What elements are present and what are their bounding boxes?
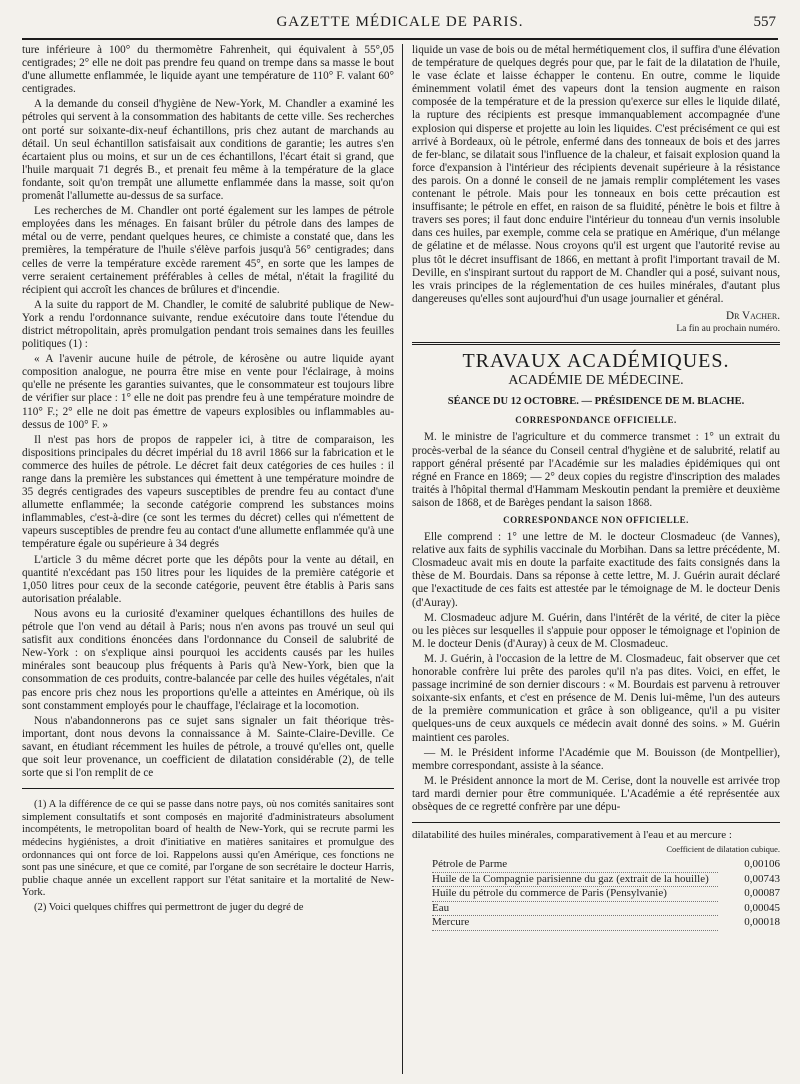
table-cell-label: Huile du pétrole du commerce de Paris (Pensylvanie) — [432, 887, 718, 901]
table-cell-value: 0,00018 — [744, 916, 780, 929]
unofficial-paragraph: M. le Président annonce la mort de M. Cerise, dont la nouvelle est arrivée trop tard mardi dernier pour être communiquée. L'Académie a été représentée aux obsèques de ce regretté confrère par une dépu- — [412, 774, 780, 813]
official-correspondence-heading: CORRESPONDANCE OFFICIELLE. — [515, 415, 677, 426]
table-cell-label: Mercure — [432, 916, 718, 930]
page-number: 557 — [753, 14, 776, 30]
table-cell-value: 0,00743 — [744, 872, 780, 885]
unofficial-correspondence-heading: CORRESPONDANCE NON OFFICIELLE. — [503, 515, 689, 525]
article-paragraph: Nous avons eu la curiosité d'examiner quelques échantillons des huiles de pétrole que l'on vend au détail à Paris; nous n'en avons pas trouvé un seul qui satisfit aux conditions énoncées dans l'ordonnance du Conseil de salubrité de New-York : on s'explique ainsi pourquoi les accidents causés par les huiles minérales sont beaucoup plus fréquents à Paris qu'à New-York, bien que la consommation de ces produits, contre-balancée par celle des huiles végétales, n'ait pas encore pris chez nous les proportions qu'elle a atteintes en Amérique, où ils sont constamment employés pour le chauffage, l'éclairage et la locomotion. — [22, 607, 394, 712]
table-row — [412, 858, 780, 872]
author-signature: Dr Vacher. — [726, 309, 780, 322]
article-paragraph: « A l'avenir aucune huile de pétrole, de kérosène ou autre liquide ayant composition analogue, ne pourra être mise en vente pour l'éclairage, à moins qu'elle ne présente les garanties suivantes, que le consommateur est toujours libre de vérifier sur place : 1° elle ne doit pas prendre feu à une température moindre de 110° F.; 2° elle ne doit pas émettre de vapeurs explosibles ou inflammables au-dessus de 100° F. » — [22, 353, 394, 431]
page-header — [22, 12, 778, 40]
table-cell-value: 0,00087 — [744, 887, 780, 900]
table-cell-value: 0,00045 — [744, 901, 780, 914]
dilatation-table — [412, 829, 780, 930]
article-paragraph: A la suite du rapport de M. Chandler, le comité de salubrité publique de New-York a rendu l'ordonnance suivante, rendue exécutoire dans toute l'étendue du district métropolitain, après promulgation pendant trois semaines dans les feuilles politiques (1) : — [22, 298, 394, 351]
section-title: TRAVAUX ACADÉMIQUES. — [462, 350, 730, 373]
unofficial-paragraph: Elle comprend : 1° une lettre de M. le docteur Closmadeuc (de Vannes), relative aux faits de syphilis vaccinale du Morbihan. Dans sa lettre précédente, M. Closmadeuc avait mis en doute la parfaite exactitude des faits consignés dans la thèse de M. Bourdais. Dans sa réponse à cette lettre, M. J. Guérin aurait déclaré que l'exactitude de ces faits est attestée par le témoignage de M. le docteur Denis (d'Auray). — [412, 531, 780, 609]
official-paragraph: M. le ministre de l'agriculture et du commerce transmet : 1° un extrait du procès-verbal de la séance du Conseil central d'hygiène et de salubrité, relatif au rapport général présenté par l'Académie sur les maladies épidémiques qui ont régné en France en 1869; — 2° deux copies du registre d'inscription des malades traités à l'hôpital thermal d'Hammam Meskoutin pendant la première et deuxième saison de 1868, et de Barèges pendant la saison 1868. — [412, 431, 780, 509]
table-cell-label: Eau — [432, 902, 718, 916]
article-paragraph: ture inférieure à 100° du thermomètre Fahrenheit, qui équivalent à 55°,05 centigrades; 2° elle ne doit pas prendre feu quand on trempe dans sa masse le bout d'une allumette enflammée, le liquide ayant une température de 110° F. valant 60° centigrades. — [22, 44, 394, 96]
unofficial-paragraph: M. Closmadeuc adjure M. Guérin, dans l'intérêt de la vérité, de citer la pièce ou les pièces sur lesquelles il s'appuie pour opposer le témoignage et l'opinion de M. le docteur Denis (d'Auray) à ceux de M. Closmadeuc. — [412, 611, 780, 650]
table-row — [412, 916, 780, 930]
column-divider — [402, 44, 403, 1074]
continued-note: La fin au prochain numéro. — [676, 323, 780, 334]
footnote-rule — [412, 822, 780, 823]
article-paragraph: Nous n'abandonnerons pas ce sujet sans signaler un fait théorique très-important, dont nous devons la connaissance à M. Sainte-Claire-Deville. Ce savant, en étudiant récemment les huiles de pétrole, a trouvé qu'elles ont, quelle que soit leur provenance, un coefficient de dilatation considérable (2), de telle sorte que si l'on remplit de ce — [22, 714, 394, 780]
article-paragraph: A la demande du conseil d'hygiène de New-York, M. Chandler a examiné les pétroles qui servent à la consommation des habitants de cette ville. Ses recherches ont porté sur soixante-dix-neuf échantillons, pris chez autant de marchands au détail. Un seul échantillon satisfaisait aux conditions de garantie; les autres s'en écartaient plus ou moins, et sur un de ces échantillons, l'écart était si grand, que l'huile marquait 71 degrés B., et prenait feu même à la température de la glace fondante, soit qu'on trempât une allumette enflammée dans la masse, soit qu'on promenât l'allumette au-dessus de sa surface. — [22, 98, 394, 203]
unofficial-paragraph: M. J. Guérin, à l'occasion de la lettre de M. Closmadeuc, fait observer que cet honorable confrère lui prête des paroles qu'il n'a pas dites. Voici, en effet, le passage incriminé de son dernier discours : « M. Bourdais est parvenu à retrouver soixante-six enfants, et c'est en présence de M. Denis lui-même, l'un des auteurs de la première communication et grâce à son obligeance, qu'il a pu visiter quelques-uns de ceux auxquels ce médecin avait donné des soins. » M. Guérin maintient ces paroles. — [412, 652, 780, 744]
footnote-rule — [22, 788, 394, 789]
unofficial-paragraph: — M. le Président informe l'Académie que M. Bouisson (de Montpellier), membre correspondant, assiste à la séance. — [412, 746, 780, 772]
article-paragraph: Les recherches de M. Chandler ont porté également sur les lampes de pétrole employées dans les ménages. En faisant brûler du pétrole dans des lampes de métal ou de verre, pendant quelques heures, ce chimiste a constaté que, dans les premières, la température de l'huile s'élève parfois jusqu'à 56° centigrades; dans celles de verre la température excède rarement 45°, en sorte que les lampes de verre seraient certainement préférables à celles de métal, n'était la fragilité du récipient qui accroît les chances de brûlures et d'incendie. — [22, 205, 394, 296]
table-row — [412, 887, 780, 901]
footnote-continuation: dilatabilité des huiles minérales, comparativement à l'eau et au mercure : — [412, 829, 732, 842]
table-cell-label: Huile de la Compagnie parisienne du gaz (extrait de la houille) — [432, 873, 718, 887]
article-paragraph: Il n'est pas hors de propos de rappeler ici, à titre de comparaison, les dispositions principales du décret impérial du 18 avril 1866 sur la fabrication et le commerce des huiles de pétrole. Le décret fait deux catégories de ces huiles : il range dans la première les substances qui émettent à une température moindre de 35 degrés centigrades des vapeurs susceptibles de prendre feu au contact d'une allumette enflammée; la seconde catégorie comprend les substances moins inflammables, c'est-à-dire (ce sont les termes du décret) celles qui n'émettent de vapeurs susceptibles de prendre feu au contact d'une allumette enflammée qu'à une température égale ou supérieure à 34 degrés — [22, 433, 394, 551]
footnotes — [22, 799, 394, 914]
article-paragraph: liquide un vase de bois ou de métal hermétiquement clos, il suffira d'une élévation de température de quelques degrés pour que, par le fait de la dilatation de l'huile, le vase éclate et laisse échapper le contenu. En outre, comme le liquide éminemment volatil émet des vapeurs dont la tension augmente en raison composée de la température et de la pression qu'exerce sur elles le liquide dilaté, la rupture des récipients est presque immanquablement accompagnée d'une explosion qui disperse et projette au loin les liquides. C'est précisément ce qui est arrivé à Bordeaux, où le pétrole, enfermé dans des tonneaux de bois et des jarres de fer-blanc, se dilatait sous l'influence de la chaleur, et faisait explosion quand la force d'expansion à l'intérieur des récipients devenait supérieure à la résistance des parois. On a donné le conseil de ne jamais remplir complétement les vases contenant le pétrole. Mais pour les tonneaux en bois cette précaution est insuffisante; le pétrole en effet, en raison de sa fluidité, pénètre le bois et filtre à travers ses pores; il faut donc enduire l'intérieur du tonneau d'un vernis insoluble dans ces huiles, par exemple, comme cela se pratique en Amérique, d'un mélange de gélatine et de mélasse. Nous croyons qu'il est urgent que l'autorité revise au plus tôt le décret insuffisant de 1866, en mettant à profit l'important travail de M. Deville, en s'inspirant surtout du rapport de M. Chandler qui a posé, suivant nous, les vrais principes de la réglementation de ces huiles minérales, d'autant plus dangereuses qu'elles sont aujourd'hui d'un usage journalier et général. — [412, 44, 780, 305]
table-column-header: Coefficient de dilatation cubique. — [666, 844, 780, 855]
footnote: (1) A la différence de ce qui se passe dans notre pays, où nos comités sanitaires sont simplement consultatifs et sont composés en majorité d'administrateurs absolument incompétents, le metropolitan board of health de New-York, qui se recrute parmi les médecins hygiénistes, a droit d'initiative en matières sanitaires et promulgue des ordonnances qui ont force de loi. Rappelons aussi qu'en Amérique, ces fonctions ne sont pas une sinécure, et que ce comité, par l'organe de son secrétaire le docteur Harris, publie chaque année un excellent rapport sur l'état sanitaire et la mortalité de New-York. — [22, 799, 394, 899]
table-cell-value: 0,00106 — [744, 858, 780, 871]
right-column — [412, 44, 780, 931]
footnote: (2) Voici quelques chiffres qui permettront de juger du degré de — [34, 901, 304, 913]
table-cell-label: Pétrole de Parme — [432, 858, 718, 872]
section-rule — [412, 342, 780, 345]
journal-title: GAZETTE MÉDICALE DE PARIS. — [276, 14, 524, 30]
article-paragraph: L'article 3 du même décret porte que les dépôts pour la vente au détail, en quantité n'excédant pas 150 litres pour les liquides de la première catégorie et 1,050 litres pour ceux de la seconde catégorie, peuvent être établis à Paris sans autorisation préalable. — [22, 553, 394, 605]
table-row — [412, 902, 780, 916]
table-row — [412, 873, 780, 887]
section-subtitle: ACADÉMIE DE MÉDECINE. — [508, 373, 684, 389]
session-heading: SÉANCE DU 12 OCTOBRE. — PRÉSIDENCE DE M. BLACHE. — [447, 396, 745, 408]
left-column — [22, 44, 394, 917]
